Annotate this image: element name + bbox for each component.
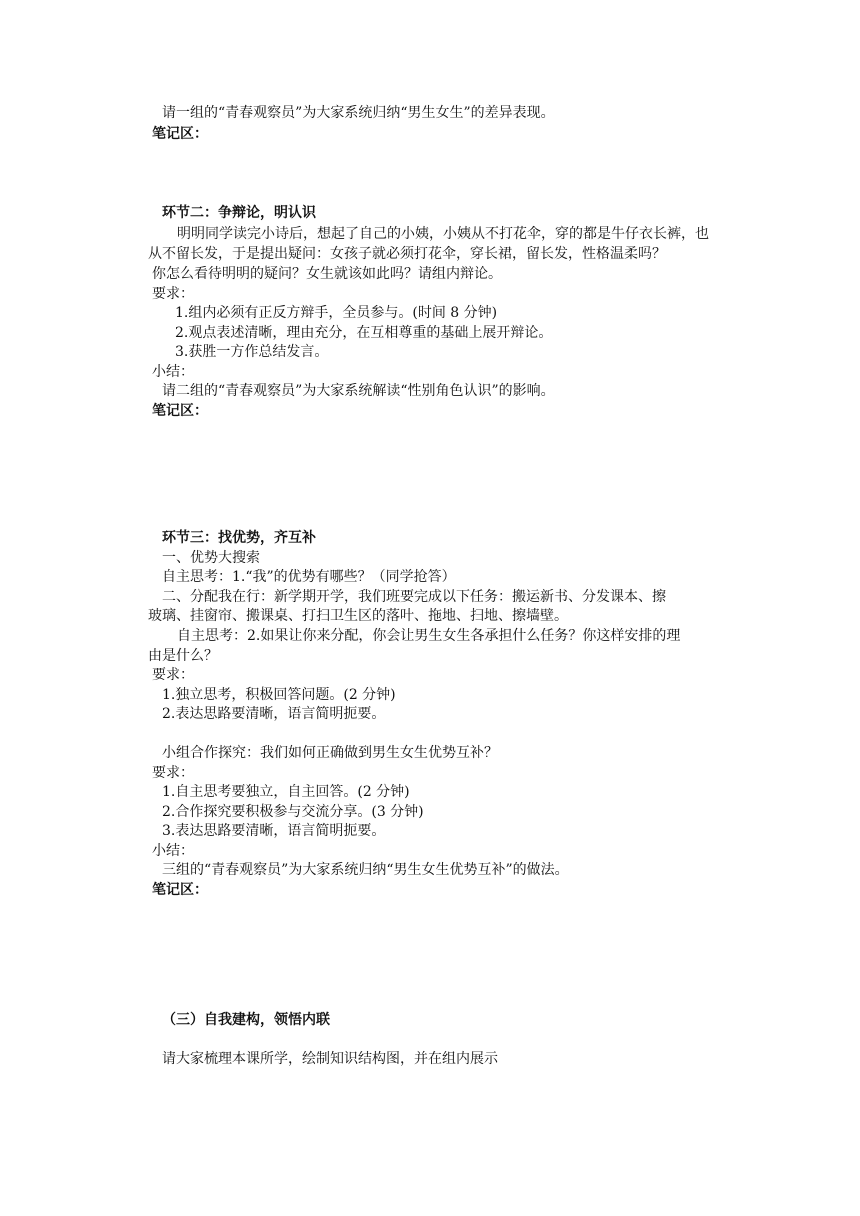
text-line: 1.自主思考要独立，自主回答。(2 分钟) [162, 784, 410, 800]
text-line: 要求： [152, 286, 194, 302]
text-line: 由是什么？ [148, 648, 218, 664]
notes-label: 笔记区： [152, 403, 208, 419]
text-line: 自主思考：2.如果让你来分配，你会让男生女生各承担什么任务？你这样安排的理 [177, 628, 681, 644]
text-line: 你怎么看待明明的疑问？女生就该如此吗？请组内辩论。 [152, 266, 502, 282]
text-line: 3.获胜一方作总结发言。 [175, 344, 329, 360]
text-line: 1.独立思考，积极回答问题。(2 分钟) [162, 687, 396, 703]
notes-label: 笔记区： [152, 126, 208, 142]
text-line: 自主思考：1.“我”的优势有哪些？（同学抢答） [162, 569, 456, 585]
text-line: 二、分配我在行：新学期开学，我们班要完成以下任务：搬运新书、分发课本、擦 [162, 589, 666, 605]
text-line: 从不留长发，于是提出疑问：女孩子就必须打花伞，穿长裙，留长发，性格温柔吗？ [148, 246, 666, 262]
text-line: 一、优势大搜索 [162, 550, 260, 566]
text-line: 2.表达思路要清晰，语言简明扼要。 [162, 706, 386, 722]
text-line: 玻璃、挂窗帘、搬课桌、打扫卫生区的落叶、拖地、扫地、擦墙壁。 [148, 608, 568, 624]
text-line: 小结： [152, 843, 194, 859]
text-line: 1.组内必须有正反方辩手，全员参与。(时间 8 分钟) [175, 305, 498, 321]
section-heading: 环节三：找优势，齐互补 [162, 530, 316, 546]
text-line: 请一组的“青春观察员”为大家系统归纳“男生女生”的差异表现。 [162, 105, 555, 121]
text-line: 请大家梳理本课所学，绘制知识结构图，并在组内展示 [162, 1051, 498, 1067]
text-line: 明明同学读完小诗后，想起了自己的小姨，小姨从不打花伞，穿的都是牛仔衣长裤，也 [177, 226, 709, 242]
notes-label: 笔记区： [152, 882, 208, 898]
text-line: 2.观点表述清晰，理由充分，在互相尊重的基础上展开辩论。 [175, 325, 553, 341]
text-line: 三组的“青春观察员”为大家系统归纳“男生女生优势互补”的做法。 [162, 862, 569, 878]
text-line: 要求： [152, 667, 194, 683]
section-heading: （三）自我建构，领悟内联 [162, 1012, 330, 1028]
text-line: 请二组的“青春观察员”为大家系统解读“性别角色认识”的影响。 [162, 383, 555, 399]
text-line: 3.表达思路要清晰，语言简明扼要。 [162, 823, 386, 839]
text-line: 2.合作探究要积极参与交流分享。(3 分钟) [162, 804, 424, 820]
text-line: 小结： [152, 364, 194, 380]
section-heading: 环节二：争辩论，明认识 [162, 205, 316, 221]
text-line: 小组合作探究：我们如何正确做到男生女生优势互补？ [162, 745, 498, 761]
text-line: 要求： [152, 765, 194, 781]
